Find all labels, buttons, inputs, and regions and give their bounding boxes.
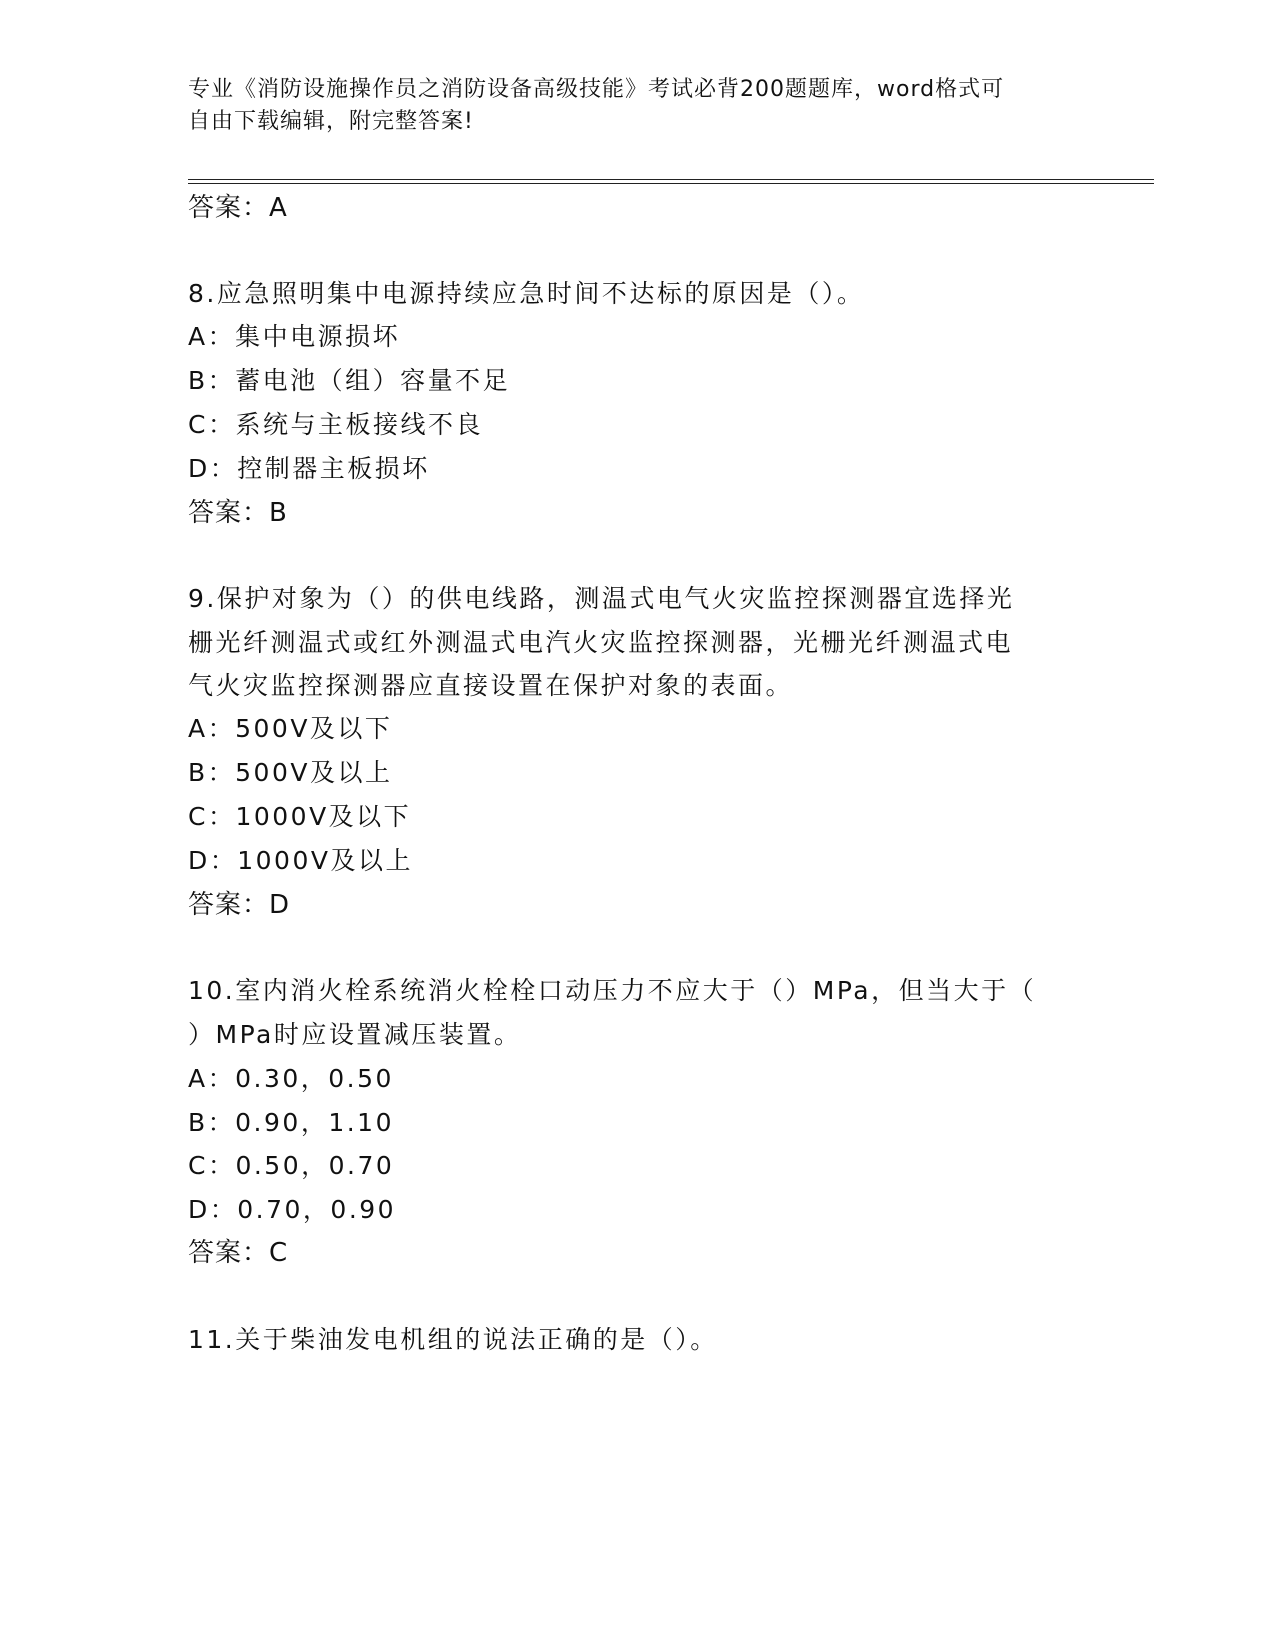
question-9-option-a: A：500V及以下: [188, 714, 393, 743]
question-9-option-b: B：500V及以上: [188, 758, 393, 787]
question-10-answer: 答案：C: [188, 1238, 289, 1268]
header-line-2: 自由下载编辑，附完整答案!: [188, 109, 474, 134]
answer-prev: 答案：A: [188, 193, 288, 223]
question-8-option-b: B：蓄电池（组）容量不足: [188, 366, 511, 395]
question-10-stem-line-2: ）MPa时应设置减压装置。: [188, 1020, 522, 1049]
question-8-stem: 8.应急照明集中电源持续应急时间不达标的原因是（）。: [188, 279, 865, 308]
document-header: [188, 74, 1068, 138]
question-10-option-d: D：0.70，0.90: [188, 1195, 397, 1224]
question-9-stem-line-3: 气火灾监控探测器应直接设置在保护对象的表面。: [188, 671, 794, 700]
header-line-1: 专业《消防设施操作员之消防设备高级技能》考试必背200题题库，word格式可: [188, 77, 1005, 102]
question-9-option-c: C：1000V及以下: [188, 802, 412, 831]
question-8-option-d: D：控制器主板损坏: [188, 454, 430, 483]
question-9-option-d: D：1000V及以上: [188, 846, 413, 875]
question-10-option-b: B：0.90，1.10: [188, 1108, 394, 1137]
question-9-answer: 答案：D: [188, 890, 291, 920]
header-rule-bottom: [188, 183, 1154, 184]
question-10-option-c: C：0.50，0.70: [188, 1151, 395, 1180]
question-8-option-a: A：集中电源损坏: [188, 322, 401, 351]
question-11-stem: 11.关于柴油发电机组的说法正确的是（）。: [188, 1325, 718, 1354]
question-8-option-c: C：系统与主板接线不良: [188, 410, 483, 439]
header-rule-top: [188, 179, 1154, 180]
question-9-stem-line-1: 9.保护对象为（）的供电线路，测温式电气火灾监控探测器宜选择光: [188, 584, 1015, 613]
question-10-stem-line-1: 10.室内消火栓系统消火栓栓口动压力不应大于（）MPa，但当大于（: [188, 976, 1037, 1005]
question-9-stem-line-2: 栅光纤测温式或红外测温式电汽火灾监控探测器，光栅光纤测温式电: [188, 628, 1014, 657]
question-8-answer: 答案：B: [188, 498, 288, 528]
question-10-option-a: A：0.30，0.50: [188, 1064, 394, 1093]
